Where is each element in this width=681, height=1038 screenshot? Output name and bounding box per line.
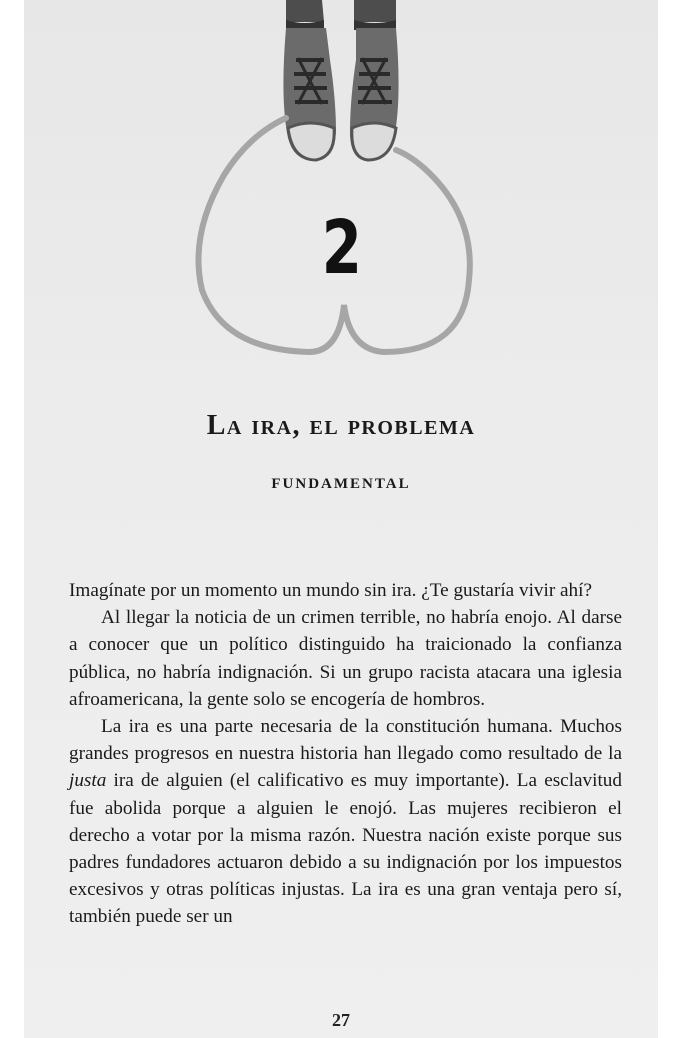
chapter-title-line-1: La ira, el problema [206, 410, 476, 441]
text-run: La ira es una parte necesaria de la constitución humana. Muchos grandes progresos en nuestra historia han llegado como resultado de la [69, 716, 622, 765]
book-page [24, 0, 658, 1038]
emphasized-word: justa [69, 770, 107, 792]
chapter-title-line-2: fundamental [271, 468, 411, 493]
paragraph: Al llegar la noticia de un crimen terrible, no habría enojo. Al darse a conocer que un político distinguido ha traicionado la confianza pública, no habría indignación. Si un grupo racista atacara una iglesia afroamericana, la gente solo se encogería de hombros. [69, 607, 622, 710]
chapter-body-text [69, 577, 622, 931]
paragraph: Imagínate por un momento un mundo sin ira. ¿Te gustaría vivir ahí? [69, 580, 592, 601]
sneakers-heart-illustration [24, 0, 658, 370]
text-run: ira de alguien (el calificativo es muy importante). La esclavitud fue abolida porque a alguien le enojó. Las mujeres recibieron el derecho a votar por la misma razón. Nuestra nación existe porque sus padres fundadores actuaron debido a su indignación por los impuestos excesivos y otras políticas injustas. La ira es una gran ventaja pero sí, también puede ser un [69, 770, 622, 928]
page-number: 27 [332, 1010, 350, 1030]
paragraph [69, 713, 622, 931]
chapter-number: 2 [321, 205, 361, 291]
